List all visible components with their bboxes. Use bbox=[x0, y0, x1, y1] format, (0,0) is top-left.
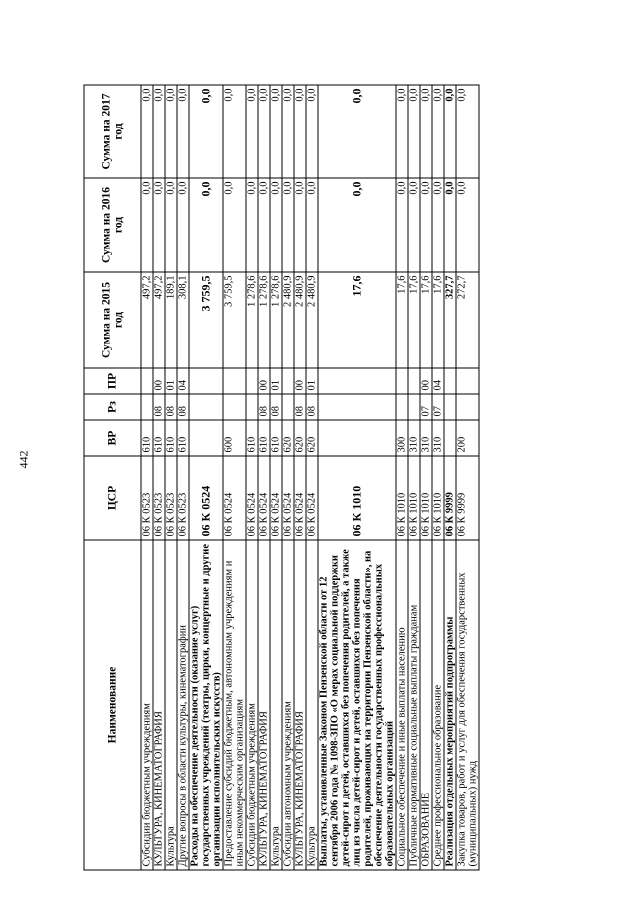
header-name: Наименование bbox=[84, 540, 141, 870]
cell-csr: 06 К 0524 bbox=[246, 456, 258, 540]
cell-rz: 08 bbox=[153, 394, 165, 420]
header-row bbox=[84, 85, 141, 870]
cell-sum-2017: 0,0 bbox=[282, 85, 294, 178]
cell-vr bbox=[318, 420, 396, 456]
cell-sum-2017: 0,0 bbox=[396, 85, 408, 178]
cell-pr bbox=[318, 368, 396, 394]
cell-sum-2017: 0,0 bbox=[432, 85, 444, 178]
cell-rz: 08 bbox=[177, 394, 189, 420]
cell-name: КУЛЬТУРА, КИНЕМАТОГРАФИЯ bbox=[294, 540, 306, 870]
table-row bbox=[444, 85, 456, 870]
cell-pr bbox=[408, 368, 420, 394]
cell-rz: 08 bbox=[258, 394, 270, 420]
cell-sum-2017: 0,0 bbox=[246, 85, 258, 178]
cell-csr: 06 К 0523 bbox=[153, 456, 165, 540]
cell-pr: 01 bbox=[270, 368, 282, 394]
cell-sum-2015: 308,1 bbox=[177, 272, 189, 368]
cell-sum-2017: 0,0 bbox=[270, 85, 282, 178]
cell-pr: 04 bbox=[177, 368, 189, 394]
cell-csr: 06 К 0524 bbox=[306, 456, 318, 540]
cell-sum-2017: 0,0 bbox=[306, 85, 318, 178]
cell-name: Культура bbox=[306, 540, 318, 870]
cell-sum-2017: 0,0 bbox=[141, 85, 153, 178]
cell-csr: 06 К 9999 bbox=[456, 456, 479, 540]
cell-pr bbox=[396, 368, 408, 394]
cell-sum-2015: 327,7 bbox=[444, 272, 456, 368]
cell-sum-2015: 1 278,6 bbox=[270, 272, 282, 368]
cell-pr: 01 bbox=[306, 368, 318, 394]
cell-csr: 06 К 0524 bbox=[223, 456, 246, 540]
cell-sum-2016: 0,0 bbox=[177, 178, 189, 272]
cell-vr: 620 bbox=[282, 420, 294, 456]
cell-pr: 04 bbox=[432, 368, 444, 394]
header-rz: Рз bbox=[84, 394, 141, 420]
cell-sum-2017: 0,0 bbox=[456, 85, 479, 178]
cell-sum-2016: 0,0 bbox=[282, 178, 294, 272]
page-number: 442 bbox=[16, 450, 31, 469]
cell-vr: 620 bbox=[294, 420, 306, 456]
cell-vr: 610 bbox=[177, 420, 189, 456]
cell-rz bbox=[246, 394, 258, 420]
cell-sum-2016: 0,0 bbox=[141, 178, 153, 272]
cell-vr: 610 bbox=[165, 420, 177, 456]
cell-name: ОБРАЗОВАНИЕ bbox=[420, 540, 432, 870]
cell-sum-2016: 0,0 bbox=[189, 178, 223, 272]
cell-name: Выплаты, установленные Законом Пензенской области от 12 сентября 2006 года № 1098-ЗПО «О мерах социальной поддержки детей-сирот и детей, оставшихся без попечения родителей, а также лиц из числа детей-сирот и детей, оставшихся без попечения родителей, проживающих на территории Пензенской области», на обеспечение деятельности государственных профессиональных образовательных организаций bbox=[318, 540, 396, 870]
cell-vr: 300 bbox=[396, 420, 408, 456]
cell-rz bbox=[223, 394, 246, 420]
table-row bbox=[396, 85, 408, 870]
cell-csr: 06 К 0524 bbox=[294, 456, 306, 540]
cell-vr: 310 bbox=[420, 420, 432, 456]
budget-table-container bbox=[83, 86, 551, 871]
cell-sum-2017: 0,0 bbox=[258, 85, 270, 178]
cell-rz: 08 bbox=[306, 394, 318, 420]
cell-sum-2016: 0,0 bbox=[408, 178, 420, 272]
cell-rz: 07 bbox=[432, 394, 444, 420]
cell-name: Закупка товаров, работ и услуг для обеспечения государственных (муниципальных) нужд bbox=[456, 540, 479, 870]
cell-sum-2016: 0,0 bbox=[444, 178, 456, 272]
cell-sum-2015: 1 278,6 bbox=[246, 272, 258, 368]
cell-vr: 310 bbox=[408, 420, 420, 456]
cell-name: Среднее профессиональное образование bbox=[432, 540, 444, 870]
cell-csr: 06 К 0523 bbox=[165, 456, 177, 540]
header-sum-2017: Сумма на 2017 год bbox=[84, 85, 141, 178]
cell-sum-2015: 17,6 bbox=[432, 272, 444, 368]
cell-sum-2017: 0,0 bbox=[318, 85, 396, 178]
cell-vr: 610 bbox=[246, 420, 258, 456]
budget-table bbox=[83, 85, 479, 871]
cell-pr bbox=[456, 368, 479, 394]
header-sum-2015: Сумма на 2015 год bbox=[84, 272, 141, 368]
cell-vr: 620 bbox=[306, 420, 318, 456]
header-vr: ВР bbox=[84, 420, 141, 456]
cell-sum-2016: 0,0 bbox=[432, 178, 444, 272]
cell-rz: 08 bbox=[294, 394, 306, 420]
cell-vr: 200 bbox=[456, 420, 479, 456]
cell-csr: 06 К 1010 bbox=[408, 456, 420, 540]
cell-sum-2015: 3 759,5 bbox=[189, 272, 223, 368]
cell-name: Культура bbox=[270, 540, 282, 870]
table-row bbox=[165, 85, 177, 870]
cell-name: Реализация отдельных мероприятий подпрограммы bbox=[444, 540, 456, 870]
cell-rz: 07 bbox=[420, 394, 432, 420]
cell-name: Социальное обеспечение и иные выплаты населению bbox=[396, 540, 408, 870]
cell-sum-2015: 2 480,9 bbox=[294, 272, 306, 368]
cell-sum-2015: 1 278,6 bbox=[258, 272, 270, 368]
cell-csr: 06 К 1010 bbox=[420, 456, 432, 540]
table-row bbox=[408, 85, 420, 870]
cell-pr: 00 bbox=[420, 368, 432, 394]
cell-pr: 00 bbox=[294, 368, 306, 394]
table-row bbox=[270, 85, 282, 870]
cell-sum-2017: 0,0 bbox=[165, 85, 177, 178]
cell-csr: 06 К 1010 bbox=[432, 456, 444, 540]
header-pr: ПР bbox=[84, 368, 141, 394]
cell-sum-2016: 0,0 bbox=[153, 178, 165, 272]
cell-sum-2015: 2 480,9 bbox=[306, 272, 318, 368]
cell-vr bbox=[189, 420, 223, 456]
cell-name: Культура bbox=[165, 540, 177, 870]
cell-rz: 08 bbox=[165, 394, 177, 420]
table-row bbox=[306, 85, 318, 870]
cell-rz bbox=[318, 394, 396, 420]
cell-name: Субсидии автономным учреждениям bbox=[282, 540, 294, 870]
cell-name: Публичные нормативные социальные выплаты гражданам bbox=[408, 540, 420, 870]
cell-pr: 00 bbox=[153, 368, 165, 394]
cell-sum-2017: 0,0 bbox=[408, 85, 420, 178]
cell-pr bbox=[246, 368, 258, 394]
cell-vr: 310 bbox=[432, 420, 444, 456]
cell-sum-2016: 0,0 bbox=[420, 178, 432, 272]
table-row bbox=[141, 85, 153, 870]
cell-sum-2017: 0,0 bbox=[153, 85, 165, 178]
cell-sum-2015: 17,6 bbox=[396, 272, 408, 368]
table-row bbox=[282, 85, 294, 870]
cell-vr: 610 bbox=[258, 420, 270, 456]
table-row bbox=[456, 85, 479, 870]
table-row bbox=[153, 85, 165, 870]
cell-sum-2017: 0,0 bbox=[294, 85, 306, 178]
cell-sum-2016: 0,0 bbox=[318, 178, 396, 272]
cell-name: Субсидии бюджетным учреждениям bbox=[246, 540, 258, 870]
cell-sum-2015: 17,6 bbox=[420, 272, 432, 368]
cell-sum-2016: 0,0 bbox=[246, 178, 258, 272]
table-row bbox=[177, 85, 189, 870]
cell-sum-2017: 0,0 bbox=[420, 85, 432, 178]
cell-name: КУЛЬТУРА, КИНЕМАТОГРАФИЯ bbox=[153, 540, 165, 870]
cell-vr: 610 bbox=[153, 420, 165, 456]
table-row bbox=[294, 85, 306, 870]
cell-sum-2017: 0,0 bbox=[444, 85, 456, 178]
cell-csr: 06 К 1010 bbox=[318, 456, 396, 540]
header-sum-2016: Сумма на 2016 год bbox=[84, 178, 141, 272]
cell-pr bbox=[282, 368, 294, 394]
cell-sum-2016: 0,0 bbox=[258, 178, 270, 272]
cell-csr: 06 К 0524 bbox=[258, 456, 270, 540]
cell-rz bbox=[408, 394, 420, 420]
cell-pr bbox=[223, 368, 246, 394]
cell-csr: 06 К 0524 bbox=[270, 456, 282, 540]
cell-sum-2017: 0,0 bbox=[223, 85, 246, 178]
cell-pr bbox=[444, 368, 456, 394]
cell-vr: 610 bbox=[270, 420, 282, 456]
cell-rz bbox=[456, 394, 479, 420]
header-csr: ЦСР bbox=[84, 456, 141, 540]
cell-sum-2015: 17,6 bbox=[318, 272, 396, 368]
table-row bbox=[420, 85, 432, 870]
cell-rz bbox=[141, 394, 153, 420]
cell-sum-2016: 0,0 bbox=[456, 178, 479, 272]
cell-pr bbox=[189, 368, 223, 394]
cell-sum-2015: 272,7 bbox=[456, 272, 479, 368]
cell-sum-2016: 0,0 bbox=[165, 178, 177, 272]
cell-name: Предоставление субсидий бюджетным, автономным учреждениям и иным некоммерческим организациям bbox=[223, 540, 246, 870]
cell-rz: 08 bbox=[270, 394, 282, 420]
cell-name: Другие вопросы в области культуры, кинематографии bbox=[177, 540, 189, 870]
table-row bbox=[432, 85, 444, 870]
cell-vr: 600 bbox=[223, 420, 246, 456]
cell-vr: 610 bbox=[141, 420, 153, 456]
table-row bbox=[258, 85, 270, 870]
cell-csr: 06 К 0523 bbox=[141, 456, 153, 540]
table-row bbox=[223, 85, 246, 870]
table-row bbox=[246, 85, 258, 870]
cell-sum-2017: 0,0 bbox=[189, 85, 223, 178]
cell-csr: 06 К 1010 bbox=[396, 456, 408, 540]
cell-vr bbox=[444, 420, 456, 456]
cell-sum-2015: 497,2 bbox=[153, 272, 165, 368]
cell-sum-2015: 17,6 bbox=[408, 272, 420, 368]
cell-csr: 06 К 0524 bbox=[189, 456, 223, 540]
cell-sum-2015: 497,2 bbox=[141, 272, 153, 368]
cell-rz bbox=[396, 394, 408, 420]
cell-csr: 06 К 0523 bbox=[177, 456, 189, 540]
cell-sum-2015: 189,1 bbox=[165, 272, 177, 368]
cell-sum-2016: 0,0 bbox=[223, 178, 246, 272]
cell-sum-2016: 0,0 bbox=[306, 178, 318, 272]
cell-sum-2016: 0,0 bbox=[270, 178, 282, 272]
cell-sum-2016: 0,0 bbox=[396, 178, 408, 272]
cell-name: КУЛЬТУРА, КИНЕМАТОГРАФИЯ bbox=[258, 540, 270, 870]
cell-sum-2015: 2 480,9 bbox=[282, 272, 294, 368]
cell-name: Субсидии бюджетным учреждениям bbox=[141, 540, 153, 870]
cell-name: Расходы на обеспечение деятельности (оказание услуг) государственных учреждений (театры, цирки, концертные и другие организации исполнительских искусств) bbox=[189, 540, 223, 870]
table-row bbox=[189, 85, 223, 870]
cell-pr: 00 bbox=[258, 368, 270, 394]
cell-csr: 06 К 9999 bbox=[444, 456, 456, 540]
cell-csr: 06 К 0524 bbox=[282, 456, 294, 540]
cell-pr bbox=[141, 368, 153, 394]
table-row bbox=[318, 85, 396, 870]
cell-rz bbox=[444, 394, 456, 420]
cell-sum-2015: 3 759,5 bbox=[223, 272, 246, 368]
cell-sum-2016: 0,0 bbox=[294, 178, 306, 272]
cell-sum-2017: 0,0 bbox=[177, 85, 189, 178]
cell-rz bbox=[189, 394, 223, 420]
cell-pr: 01 bbox=[165, 368, 177, 394]
cell-rz bbox=[282, 394, 294, 420]
